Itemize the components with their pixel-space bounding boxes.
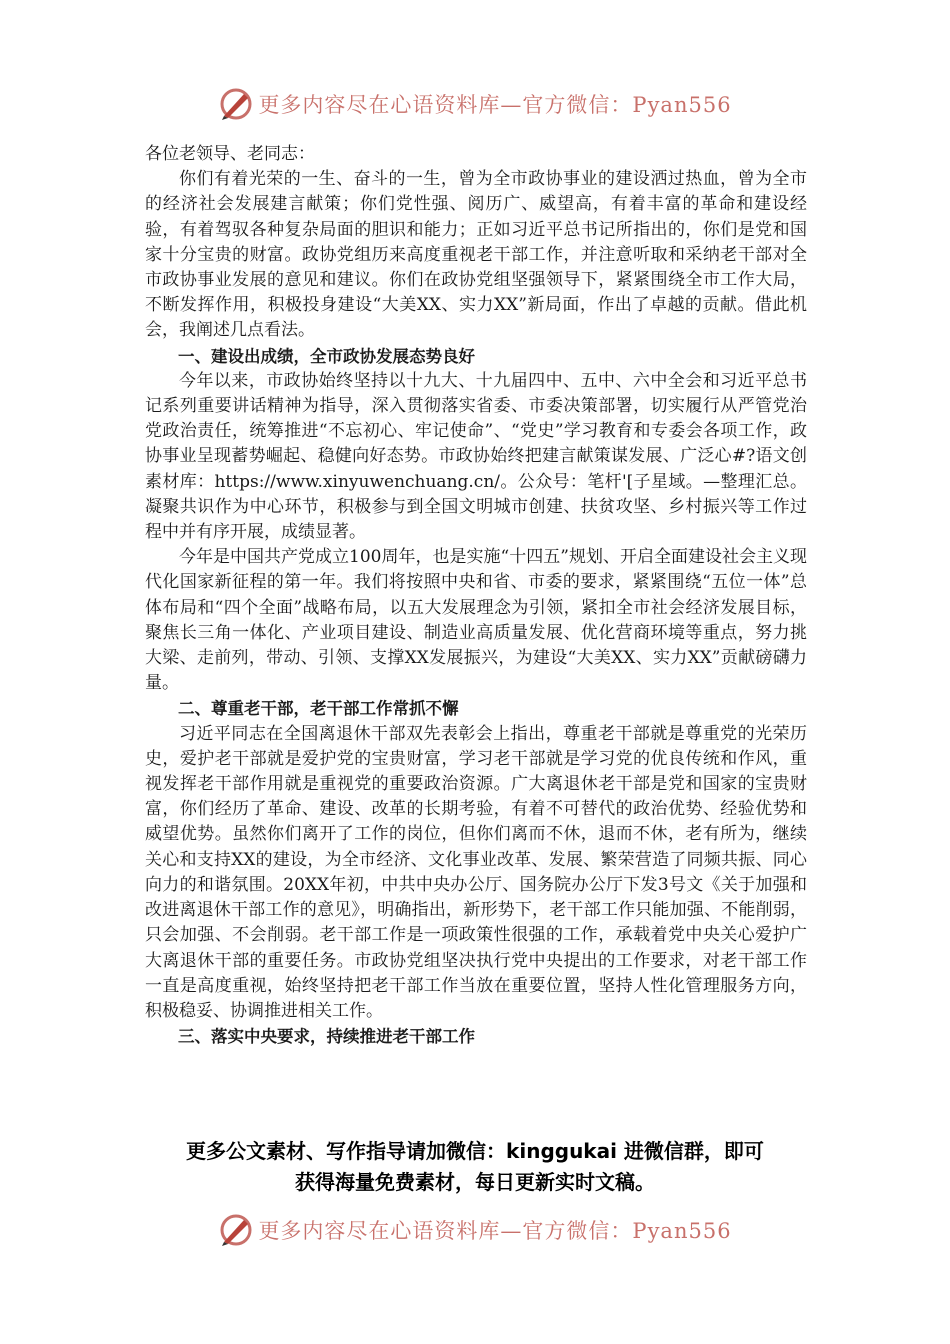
pen-logo-icon <box>218 1212 254 1248</box>
salutation: 各位老领导、老同志： <box>145 144 315 164</box>
paragraph: 你们有着光荣的一生、奋斗的一生，曾为全市政协事业的建设洒过热血，曾为全市的经济社会发展建言献策；你们党性强、阅历广、威望高，有着丰富的革命和建设经验，有着驾驭各种复杂局面的胆识和能力；正如习近平总书记所指出的，你们是党和国家十分宝贵的财富。政协党组历来高度重视老干部工作，并注意听取和采纳老干部对全市政协事业发展的意见和建议。你们在政协党组坚强领导下，紧紧围绕全市工作大局，不断发挥作用，积极投身建设“大美XX、实力XX”新局面，作出了卓越的贡献。借此机会，我阐述几点看法。 <box>145 169 807 341</box>
footer-notice-line: 获得海量免费素材，每日更新实时文稿。 <box>295 1170 655 1194</box>
watermark-text: 更多内容尽在心语资料库—官方微信：Pyan556 <box>258 93 732 117</box>
paragraph: 习近平同志在全国离退休干部双先表彰会上指出，尊重老干部就是尊重党的光荣历史，爱护老干部就是爱护党的宝贵财富，学习老干部就是学习党的优良传统和作风，重视发挥老干部作用就是重视党的重要政治资源。广大离退休老干部是党和国家的宝贵财富，你们经历了革命、建设、改革的长期考验，有着不可替代的政治优势、经验优势和威望优势。虽然你们离开了工作的岗位，但你们离而不休，退而不休，老有所为，继续关心和支持XX的建设，为全市经济、文化事业改革、发展、繁荣营造了同频共振、同心向力的和谐氛围。20XX年初，中共中央办公厅、国务院办公厅下发3号文《关于加强和改进离退休干部工作的意见》，明确指出，新形势下，老干部工作只能加强、不能削弱，只会加强、不会削弱。老干部工作是一项政策性很强的工作，承载着党中央关心爱护广大离退休干部的重要任务。市政协党组坚决执行党中央提出的工作要求，对老干部工作一直是高度重视，始终坚持把老干部工作当放在重要位置，坚持人性化管理服务方向，积极稳妥、协调推进相关工作。 <box>145 723 807 1021</box>
watermark-text: 更多内容尽在心语资料库—官方微信：Pyan556 <box>258 1219 732 1243</box>
section-heading: 二、尊重老干部，老干部工作常抓不懈 <box>178 699 459 719</box>
section-heading: 三、落实中央要求，持续推进老干部工作 <box>178 1027 475 1047</box>
watermark-banner-bottom <box>0 1210 950 1250</box>
section-heading: 一、建设出成绩，全市政协发展态势良好 <box>178 346 475 366</box>
paragraph: 今年是中国共产党成立100周年，也是实施“十四五”规划、开启全面建设社会主义现代化国家新征程的第一年。我们将按照中央和省、市委的要求，紧紧围绕“五位一体”总体布局和“四个全面”战略布局，以五大发展理念为引领，紧扣全市社会经济发展目标，聚焦长三角一体化、产业项目建设、制造业高质量发展、优化营商环境等重点，努力挑大梁、走前列，带动、引领、支撑XX发展振兴，为建设“大美XX、实力XX”贡献磅礴力量。 <box>145 547 807 694</box>
pen-logo-icon <box>218 86 254 122</box>
document-body <box>145 142 807 1049</box>
footer-notice-line: 更多公文素材、写作指导请加微信：kinggukai 进微信群，即可 <box>186 1139 764 1163</box>
watermark-banner-top <box>0 84 950 124</box>
paragraph: 今年以来，市政协始终坚持以十九大、十九届四中、五中、六中全会和习近平总书记系列重要讲话精神为指导，深入贯彻落实省委、市委决策部署，切实履行从严管党治党政治责任，统筹推进“不忘初心、牢记使命”、“党史”学习教育和专委会各项工作，政协事业呈现蓄势崛起、稳健向好态势。市政协始终把建言献策谋发展、广泛心#?语文创素材库：https://www.xinyuwenchuang.cn/。公众号：笔杆'[子星域。—整理汇总。凝聚共识作为中心环节，积极参与到全国文明城市创建、扶贫攻坚、乡村振兴等工作过程中并有序开展，成绩显著。 <box>145 370 807 543</box>
footer-notice <box>0 1136 950 1198</box>
